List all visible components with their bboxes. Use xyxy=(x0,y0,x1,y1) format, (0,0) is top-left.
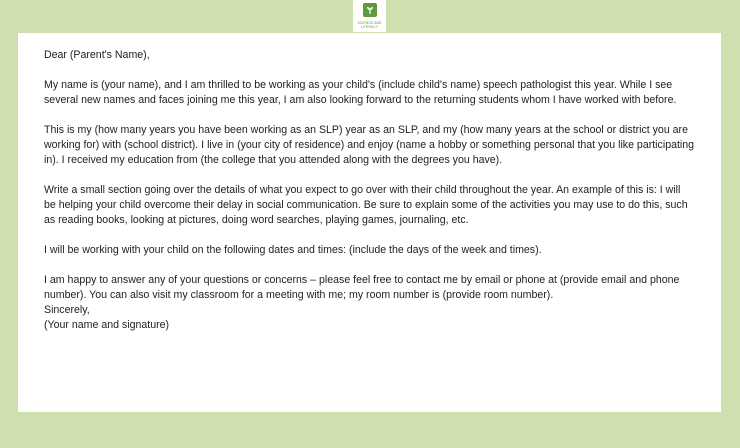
leaf-icon xyxy=(363,3,377,17)
closing: Sincerely, xyxy=(44,304,90,316)
paragraph-background: This is my (how many years you have been working as an SLP) year as an SLP, and my (how many years at the school or district you are working for) with (school district). I live in (your city of residence) and enjoy (name a hobby or something personal that you like participating in). I received my education from (the college that you attended along with the degrees you have). xyxy=(44,124,695,166)
paragraph-schedule: I will be working with your child on the following dates and times: (include the days of the week and times). xyxy=(44,244,542,256)
paragraph-introduction: My name is (your name), and I am thrilled to be working as your child's (include child's name) speech pathologist this year. While I see several new names and faces joining me this year, I am also looking forward to the returning students whom I have worked with before. xyxy=(44,79,677,106)
logo-text-line2: LITERACY xyxy=(360,25,379,29)
signature: (Your name and signature) xyxy=(44,319,170,331)
paragraph-expectations: Write a small section going over the details of what you expect to go over with their child throughout the year. An example of this is: I will be helping your child overcome their delay in social communication. Be sure to explain some of the activities you may use to do this, such as reading books, looking at pictures, doing word searches, playing games, journaling, etc. xyxy=(44,184,688,226)
logo-text xyxy=(357,21,381,29)
paragraph-contact: I am happy to answer any of your questions or concerns – please feel free to contact me by email or phone at (provide email and phone number). You can also visit my classroom for a meeting with me; my room number is (provide room number). xyxy=(44,274,680,301)
logo xyxy=(353,0,386,32)
letter-paper xyxy=(18,33,721,412)
logo-text-line1: SCIENCE AND xyxy=(357,21,382,25)
salutation: Dear (Parent's Name), xyxy=(44,49,150,61)
